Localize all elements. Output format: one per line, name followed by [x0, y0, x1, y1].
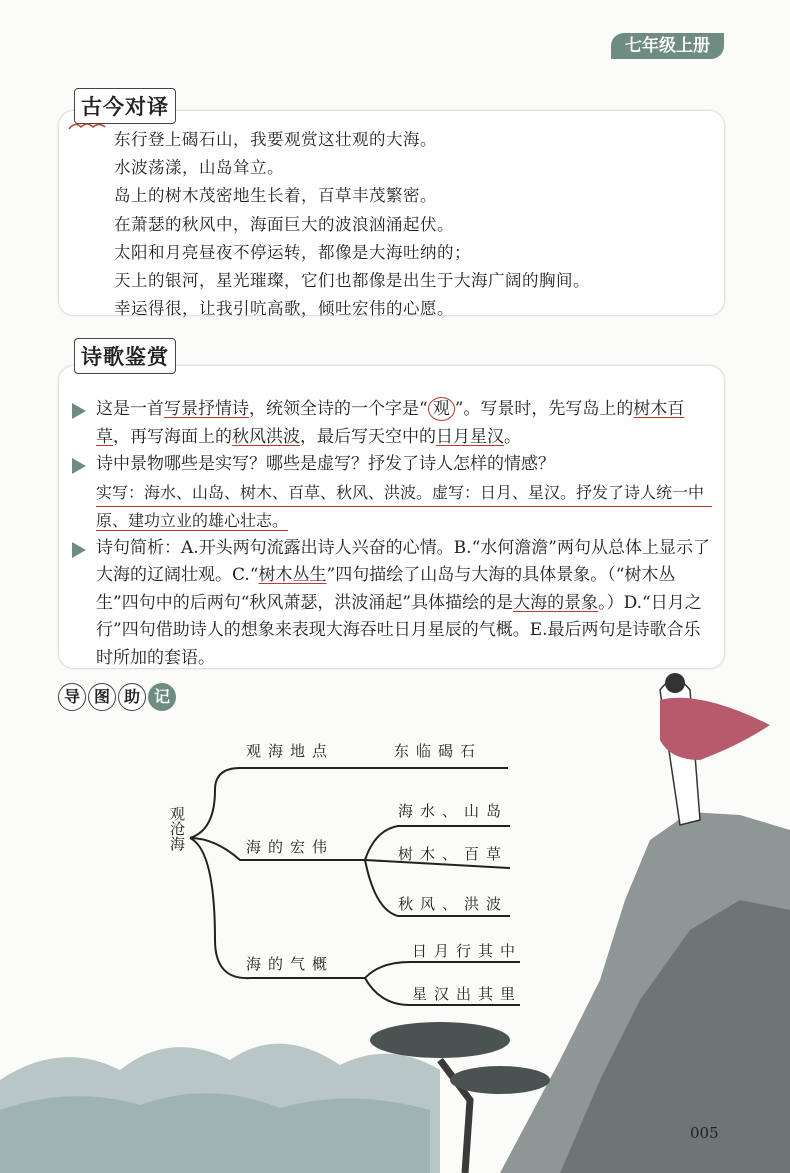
translation-line: 东行登上碣石山，我要观赏这壮观的大海。 [114, 130, 437, 149]
translation-line: 幸运得很，让我引吭高歌，倾吐宏伟的心愿。 [114, 299, 454, 319]
branch-location: 观海地点 [246, 742, 335, 760]
leaf-grandeur-1: 海水、山岛 [398, 802, 509, 820]
appreciation-item-1: 这是一首写景抒情诗，统领全诗的一个字是“ 观 ”。写景时，先写岛上的树木百草，再写海面上的秋风洪波，最后写天空中的日月星汉。 [72, 396, 712, 451]
appreciation-item-3: 诗句简析：A.开头两句流露出诗人兴奋的心情。B.“水何澹澹”两句从总体上显示了大海的辽阔壮观。C.“树木丛生”四句描绘了山岛与大海的具体景象。（“树木丛生”四句中的后两句“秋风萧瑟，洪波涌起”具体描绘的是大海的景象。）D.“日月之行”四句借助诗人的想象来表现大海吞吐日月星辰的气概。E.最后两句是诗歌合乐时所加的套语。 [72, 535, 712, 673]
mindmap-title: 导 图 助 记 [58, 683, 176, 711]
mindmap-root: 观沧海 [168, 806, 186, 851]
leaf-grandeur-2: 树木、百草 [398, 845, 509, 863]
answer: 实写：海水、山岛、树木、百草、秋风、洪波。虚写：日月、星汉。抒发了诗人统一中 原、建功立业的雄心壮志。 [72, 479, 712, 535]
leaf-spirit-1: 日月行其中 [412, 942, 523, 960]
leaf-grandeur-3: 秋风、洪波 [398, 895, 509, 913]
mindmap-connector-branch3-leaf1 [365, 962, 520, 978]
branch-spirit: 海的气概 [246, 955, 335, 973]
translation-line: 在萧瑟的秋风中，海面巨大的波浪汹涌起伏。 [114, 214, 454, 234]
grade-tab: 七年级上册 [611, 33, 724, 59]
branch-grandeur: 海的宏伟 [246, 838, 335, 856]
leaf-spirit-2: 星汉出其里 [412, 985, 523, 1003]
translation-line: 太阳和月亮昼夜不停运转，都像是大海吐纳的； [114, 242, 471, 262]
translation-line: 岛上的树木茂密地生长着，百草丰茂繁密。 [114, 186, 437, 206]
appreciation-title: 诗歌鉴赏 [74, 338, 176, 374]
circled-keyword: 观 [428, 397, 455, 421]
translation-title: 古今对译 [74, 88, 176, 124]
question: 诗中景物哪些是实写？哪些是虚写？抒发了诗人怎样的情感？ [96, 454, 555, 474]
page-number: 005 [690, 1124, 719, 1142]
translation-line: 天上的银河，星光璀璨，它们也都像是出生于大海广阔的胸间。 [114, 271, 590, 291]
leaf-location: 东临碣石 [394, 742, 483, 760]
translation-line: 水波荡漾，山岛耸立。 [114, 158, 284, 178]
